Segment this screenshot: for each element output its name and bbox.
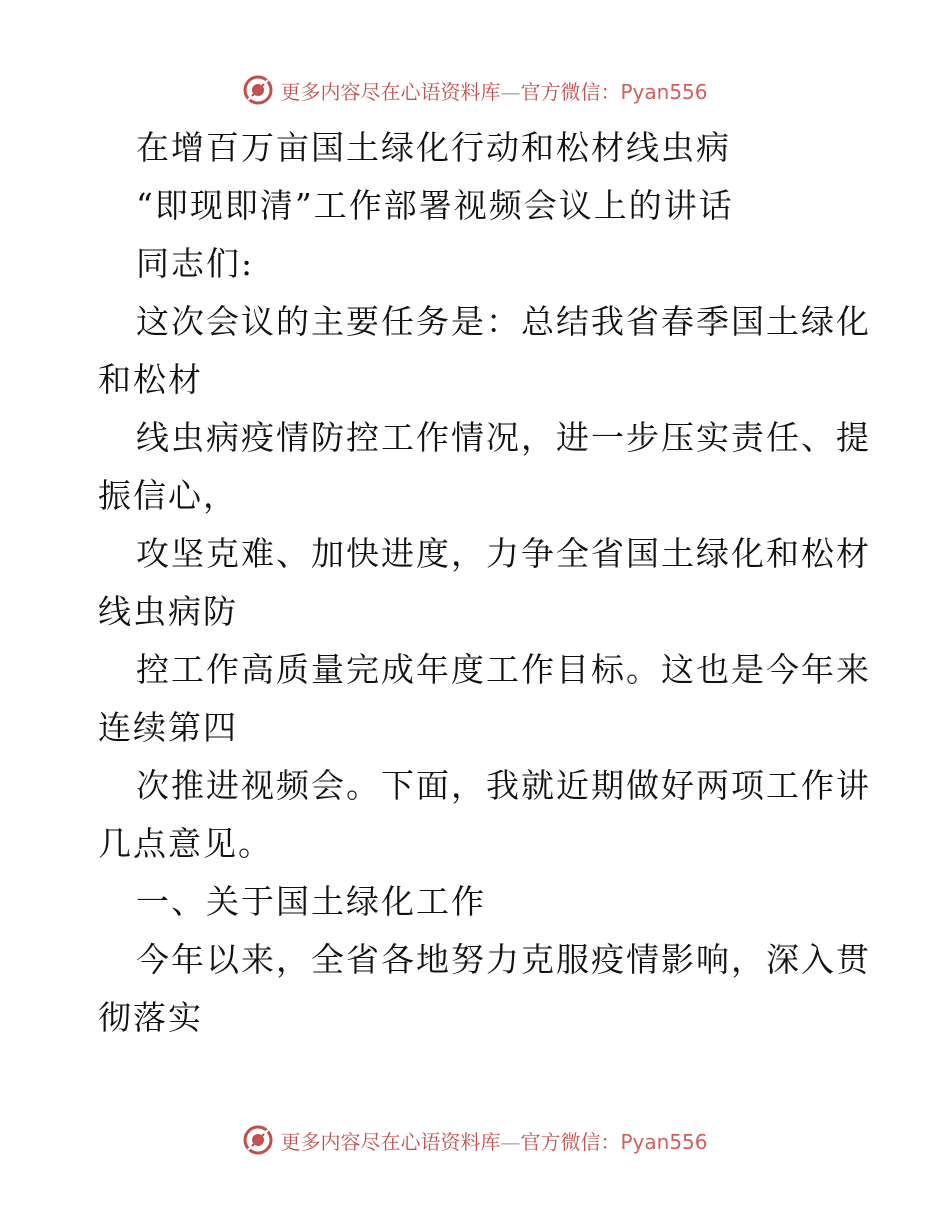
seal-logo-icon: [242, 74, 274, 106]
paragraph-line: 振信心，: [98, 476, 238, 515]
banner-account: Pyan556: [620, 1129, 708, 1154]
paragraph-line: 彻落实: [98, 998, 203, 1037]
banner-suffix: 官方微信：: [520, 79, 621, 104]
banner-separator: —: [500, 1129, 521, 1154]
banner-prefix: 更多内容尽在心语资料库: [280, 1129, 501, 1154]
paragraph-line: 和松材: [98, 360, 203, 399]
salutation: 同志们:: [136, 244, 255, 283]
paragraph-line: 控工作高质量完成年度工作目标。这也是今年来: [136, 650, 871, 689]
title-line-2: “即现即清”工作部署视频会议上的讲话: [136, 186, 734, 225]
paragraph-line: 今年以来，全省各地努力克服疫情影响，深入贯: [136, 940, 871, 979]
paragraph-line: 这次会议的主要任务是：总结我省春季国土绿化: [136, 302, 871, 341]
header-banner: [0, 70, 950, 110]
paragraph-line: 线虫病疫情防控工作情况，进一步压实责任、提: [136, 418, 871, 457]
banner-account: Pyan556: [620, 79, 708, 104]
banner-text: [280, 76, 707, 105]
paragraph-line: 攻坚克难、加快进度，力争全省国土绿化和松材: [136, 534, 871, 573]
banner-text: [280, 1126, 707, 1155]
banner-separator: —: [500, 79, 521, 104]
paragraph-line: 次推进视频会。下面，我就近期做好两项工作讲: [136, 766, 871, 805]
banner-suffix: 官方微信：: [520, 1129, 621, 1154]
banner-prefix: 更多内容尽在心语资料库: [280, 79, 501, 104]
section-heading: 一、关于国土绿化工作: [136, 882, 486, 921]
title-line-1: 在增百万亩国土绿化行动和松材线虫病: [136, 128, 731, 167]
footer-banner: [0, 1120, 950, 1160]
paragraph-line: 几点意见。: [98, 824, 273, 863]
seal-logo-icon: [242, 1124, 274, 1156]
paragraph-line: 线虫病防: [98, 592, 238, 631]
paragraph-line: 连续第四: [98, 708, 238, 747]
